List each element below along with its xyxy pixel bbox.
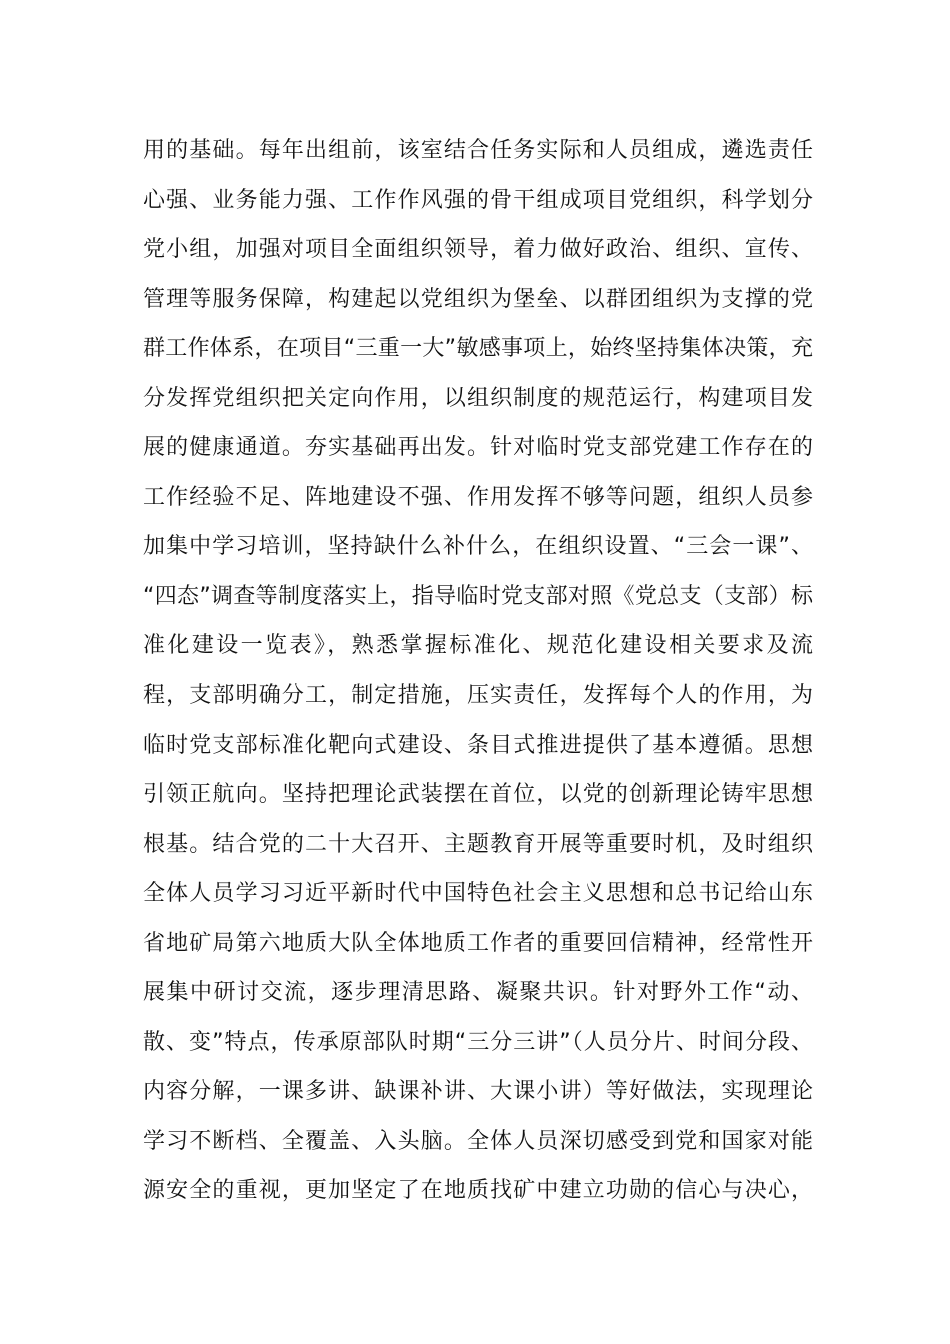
text-line-11: 准化建设一览表》，熟悉掌握标准化、规范化建设相关要求及流: [143, 633, 813, 659]
text-line-12: 程，支部明确分工，制定措施，压实责任，发挥每个人的作用，为: [143, 683, 813, 709]
text-line-6: 分发挥党组织把关定向作用，以组织制度的规范运行，构建项目发: [143, 385, 813, 411]
text-line-14: 引领正航向。坚持把理论武装摆在首位，以党的创新理论铸牢思想: [143, 782, 813, 808]
text-line-9: 加集中学习培训，坚持缺什么补什么，在组织设置、“三会一课”、: [143, 534, 813, 560]
text-line-3: 党小组，加强对项目全面组织领导，着力做好政治、组织、宣传、: [143, 237, 813, 263]
text-line-7: 展的健康通道。夯实基础再出发。针对临时党支部党建工作存在的: [143, 435, 813, 461]
text-line-15: 根基。结合党的二十大召开、主题教育开展等重要时机，及时组织: [143, 831, 813, 857]
text-line-13: 临时党支部标准化靶向式建设、条目式推进提供了基本遵循。思想: [143, 732, 813, 758]
text-line-2: 心强、业务能力强、工作作风强的骨干组成项目党组织，科学划分: [143, 187, 813, 213]
body-text: [143, 126, 813, 1216]
text-line-10: “四态”调查等制度落实上，指导临时党支部对照《党总支（支部）标: [143, 583, 813, 609]
text-line-21: 学习不断档、全覆盖、入头脑。全体人员深切感受到党和国家对能: [143, 1128, 813, 1154]
text-line-5: 群工作体系，在项目“三重一大”敏感事项上，始终坚持集体决策，充: [143, 336, 813, 362]
text-line-22: 源安全的重视，更加坚定了在地质找矿中建立功勋的信心与决心，: [143, 1178, 813, 1204]
text-line-1: 用的基础。每年出组前，该室结合任务实际和人员组成，遴选责任: [143, 138, 813, 163]
text-line-8: 工作经验不足、阵地建设不强、作用发挥不够等问题，组织人员参: [143, 484, 813, 510]
text-line-20: 内容分解，一课多讲、缺课补讲、大课小讲）等好做法，实现理论: [143, 1079, 813, 1105]
text-line-16: 全体人员学习习近平新时代中国特色社会主义思想和总书记给山东: [143, 881, 813, 907]
text-line-19: 散、变”特点，传承原部队时期“三分三讲”（人员分片、时间分段、: [143, 1029, 813, 1055]
text-line-18: 展集中研讨交流，逐步理清思路、凝聚共识。针对野外工作“动、: [143, 980, 813, 1006]
text-line-4: 管理等服务保障，构建起以党组织为堡垒、以群团组织为支撑的党: [143, 286, 813, 312]
text-line-17: 省地矿局第六地质大队全体地质工作者的重要回信精神，经常性开: [143, 930, 813, 956]
